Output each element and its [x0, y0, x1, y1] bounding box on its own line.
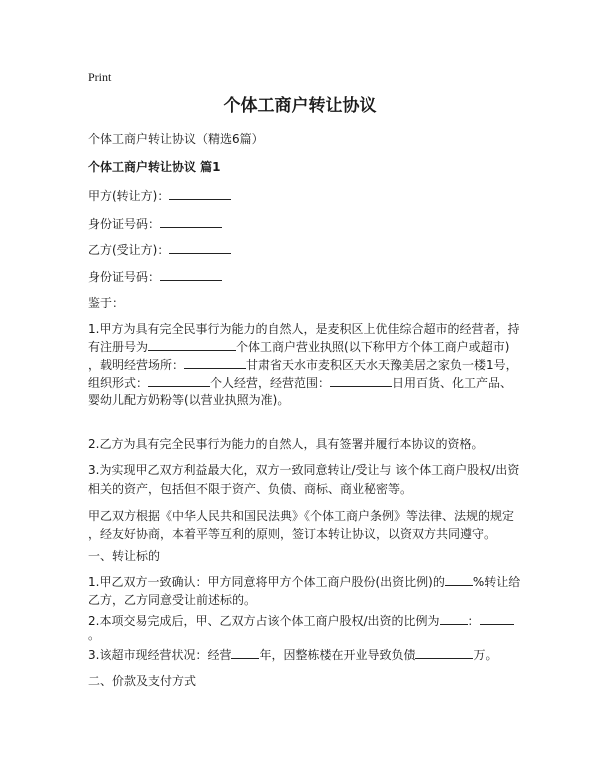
text: 3.该超市现经营状况：经营	[88, 648, 232, 662]
text: 万。	[473, 648, 498, 662]
paragraph-1-line	[88, 356, 518, 374]
item-1-line	[88, 573, 520, 591]
item-1-line: 乙方，乙方同意受让前述标的。	[88, 593, 257, 607]
blank-line	[148, 374, 210, 387]
paragraph-1-line: 婴幼儿配方奶粉等(以营业执照为准)。	[88, 393, 290, 407]
section-1-heading: 一、转让标的	[88, 549, 161, 563]
blank-line	[148, 338, 236, 351]
blank-line	[415, 646, 473, 659]
text: 年，因整栋楼在开业导致负债	[259, 648, 416, 662]
paragraph-2: 2.乙方为具有完全民事行为能力的自然人，具有签署并履行本协议的资格。	[88, 437, 484, 451]
party-b-label: 乙方(受让方)：	[88, 243, 170, 257]
document-title: 个体工商户转让协议	[223, 96, 377, 116]
blank-line	[160, 215, 222, 228]
text: 个体工商户营业执照(以下称甲方个体工商户或超市)	[236, 340, 510, 354]
text: 日用百货、化工产品、	[392, 376, 513, 390]
blank-line	[440, 612, 468, 625]
paragraph-4-line: 甲乙双方根据《中华人民共和国民法典》《个体工商户条例》等法律、法规的规定	[88, 509, 515, 523]
text: ：	[467, 614, 480, 628]
party-a-field	[88, 187, 231, 205]
text: 有注册号为	[88, 340, 149, 354]
print-link[interactable]: Print	[88, 70, 112, 84]
paragraph-1-line	[88, 374, 512, 392]
subtitle: 个体工商户转让协议（精选6篇）	[88, 132, 264, 146]
paragraph-3-line: 相关的资产，包括但不限于资产、负债、商标、商业秘密等。	[88, 482, 413, 496]
text: 个人经营，经营范围：	[210, 376, 331, 390]
text: %转让给	[472, 575, 521, 589]
blank-line	[184, 356, 246, 369]
text: 1.甲乙双方一致确认：甲方同意将甲方个体工商户股份(出资比例)的	[88, 575, 445, 589]
party-b-field	[88, 241, 231, 259]
paragraph-1-line: 1.甲方为具有完全民事行为能力的自然人，是麦积区上优佳综合超市的经营者，持	[88, 322, 520, 336]
item-2-line	[88, 612, 514, 630]
text: 甘肃省天水市麦积区天水天豫美居之家负一楼1号，	[246, 358, 518, 372]
section-heading: 个体工商户转让协议 篇1	[88, 160, 221, 174]
text: 组织形式：	[88, 376, 149, 390]
blank-line	[169, 241, 231, 254]
blank-line	[480, 612, 514, 625]
paragraph-4-line: ，经友好协商，本着平等互利的原则，签订本转让协议，以资双方共同遵守。	[88, 527, 497, 541]
blank-line	[330, 374, 392, 387]
blank-line	[231, 646, 259, 659]
party-a-label: 甲方(转让方)：	[88, 189, 170, 203]
blank-line	[445, 573, 473, 586]
paragraph-1-line	[88, 338, 509, 356]
whereas-label: 鉴于：	[88, 296, 125, 310]
id-a-label: 身份证号码：	[88, 217, 161, 231]
blank-line	[160, 268, 222, 281]
item-3-line	[88, 646, 497, 664]
paragraph-3-line: 3.为实现甲乙双方利益最大化，双方一致同意转让/受让与 该个体工商户股权/出资	[88, 463, 520, 477]
id-b-field	[88, 268, 222, 286]
section-2-heading: 二、价款及支付方式	[88, 674, 197, 688]
text: 2.本项交易完成后，甲、乙双方占该个体工商户股权/出资的比例为	[88, 614, 440, 628]
item-2-line: 。	[88, 628, 101, 642]
id-b-label: 身份证号码：	[88, 270, 161, 284]
text: ，载明经营场所：	[88, 358, 185, 372]
id-a-field	[88, 215, 222, 233]
blank-line	[169, 187, 231, 200]
